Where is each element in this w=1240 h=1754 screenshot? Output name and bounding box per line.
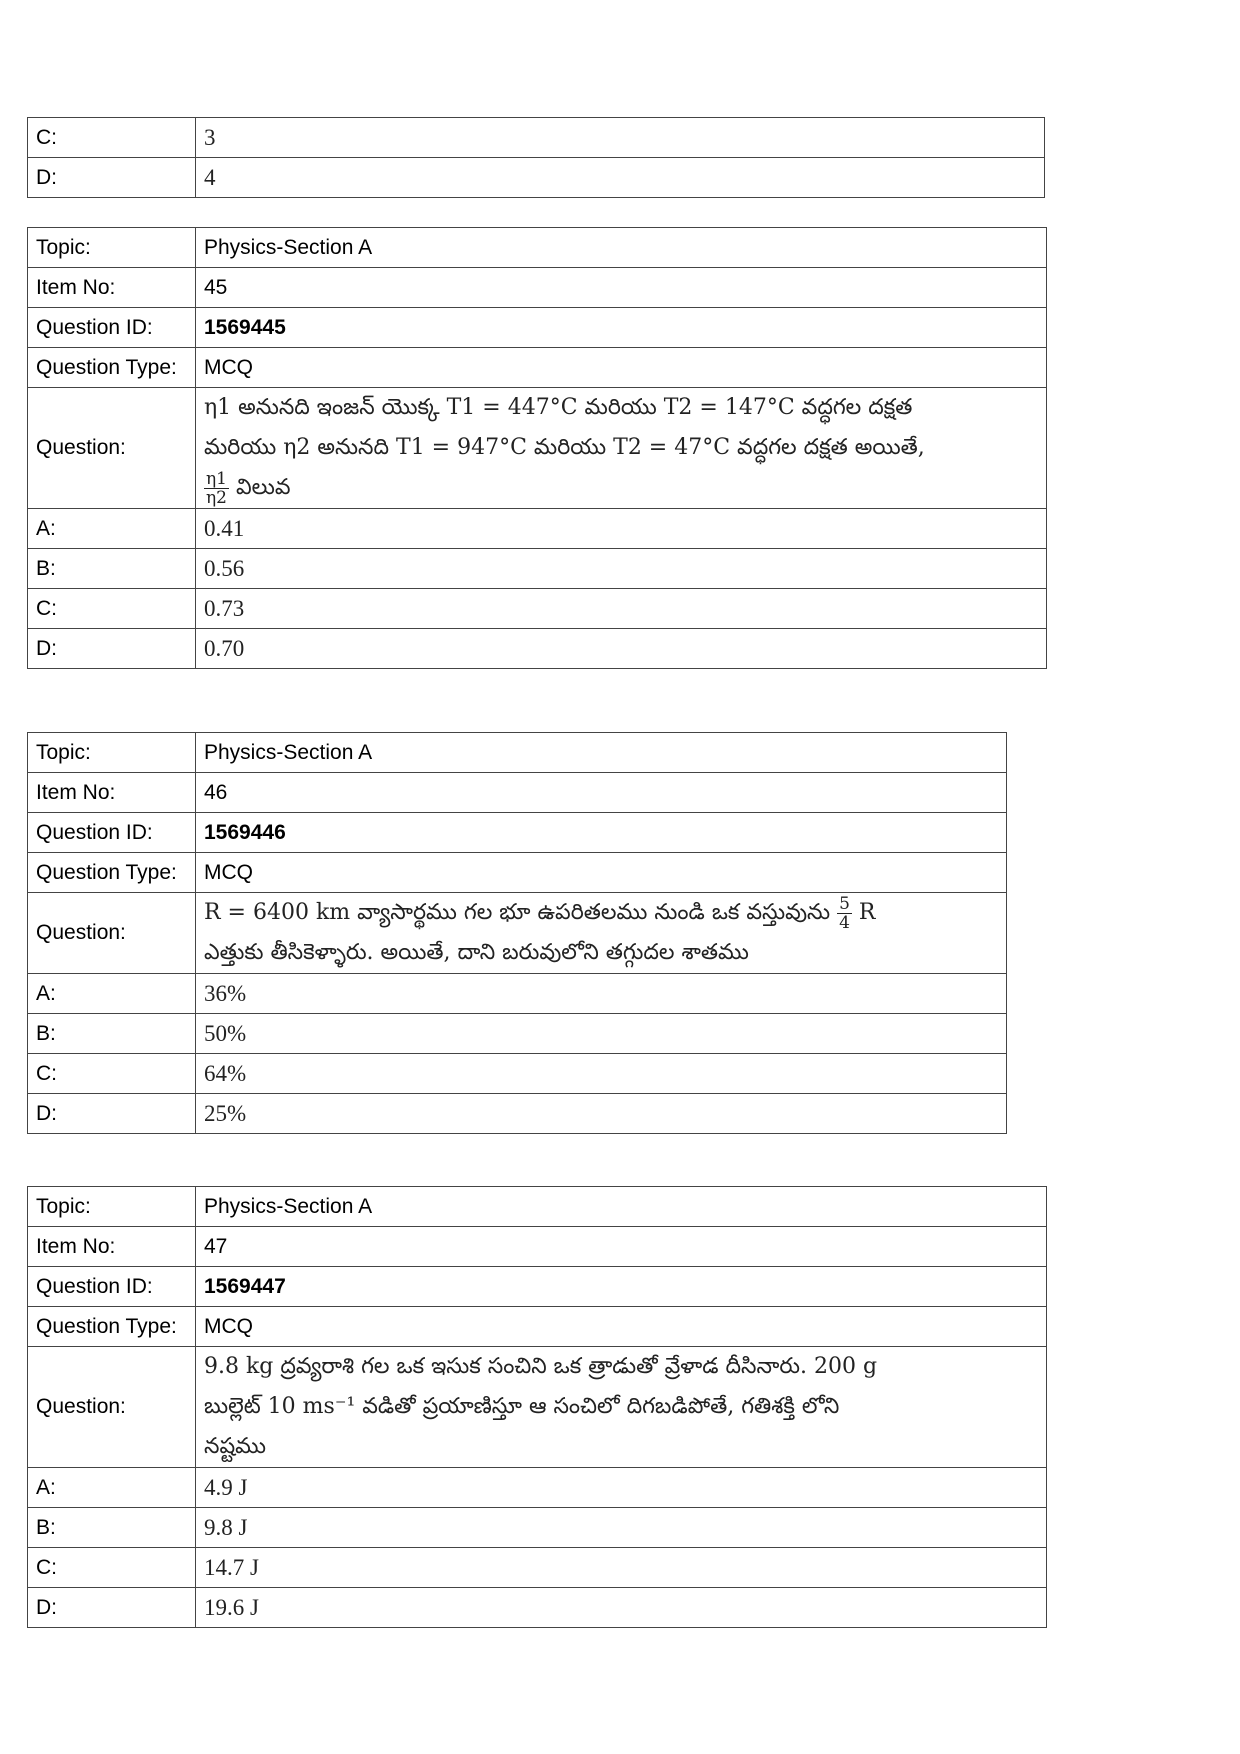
option-value: 3 bbox=[196, 118, 1045, 158]
question-label: Question: bbox=[28, 388, 196, 509]
table-row bbox=[28, 1548, 1047, 1588]
question-tail: విలువ bbox=[236, 475, 291, 500]
option-d-label: D: bbox=[28, 1094, 196, 1134]
topic-value: Physics-Section A bbox=[196, 228, 1047, 268]
fraction-numerator: η1 bbox=[206, 468, 228, 489]
question-id-value: 1569446 bbox=[196, 813, 1007, 853]
question-id-label: Question ID: bbox=[28, 308, 196, 348]
table-row bbox=[28, 1307, 1047, 1347]
option-a-label: A: bbox=[28, 974, 196, 1014]
table-row bbox=[28, 1014, 1007, 1054]
option-a-label: A: bbox=[28, 509, 196, 549]
question-type-value: MCQ bbox=[196, 853, 1007, 893]
table-row bbox=[28, 733, 1007, 773]
option-b-value: 50% bbox=[196, 1014, 1007, 1054]
question-line: η1 అనునది ఇంజన్ యొక్క T1 = 447°C మరియు T2 = 147°C వద్ధగల దక్షత bbox=[204, 395, 913, 420]
table-row bbox=[28, 228, 1047, 268]
option-c-label: C: bbox=[28, 1054, 196, 1094]
topic-value: Physics-Section A bbox=[196, 1187, 1047, 1227]
fraction-numerator: 5 bbox=[839, 893, 850, 914]
table-row bbox=[28, 589, 1047, 629]
option-b-label: B: bbox=[28, 549, 196, 589]
table-row bbox=[28, 509, 1047, 549]
fraction bbox=[837, 895, 852, 932]
option-c-label: C: bbox=[28, 589, 196, 629]
table-row bbox=[28, 773, 1007, 813]
question-type-label: Question Type: bbox=[28, 853, 196, 893]
option-a-value: 0.41 bbox=[196, 509, 1047, 549]
item-no-label: Item No: bbox=[28, 268, 196, 308]
table-row bbox=[28, 893, 1007, 974]
question-part: R = 6400 km వ్యాసార్థము గల భూ ఉపరితలము నుండి ఒక వస్తువును bbox=[204, 900, 831, 925]
table-row bbox=[28, 813, 1007, 853]
option-b-label: B: bbox=[28, 1508, 196, 1548]
table-row bbox=[28, 388, 1047, 509]
table-row bbox=[28, 268, 1047, 308]
table-row bbox=[28, 1094, 1007, 1134]
question-line bbox=[204, 468, 1038, 508]
question-id-label: Question ID: bbox=[28, 1267, 196, 1307]
table-row bbox=[28, 1347, 1047, 1468]
option-b-value: 0.56 bbox=[196, 549, 1047, 589]
question-label: Question: bbox=[28, 1347, 196, 1468]
fraction-denominator: η2 bbox=[206, 487, 228, 508]
table-row bbox=[28, 1227, 1047, 1267]
option-c-value: 64% bbox=[196, 1054, 1007, 1094]
question-type-value: MCQ bbox=[196, 1307, 1047, 1347]
table-row bbox=[28, 853, 1007, 893]
item-no-value: 46 bbox=[196, 773, 1007, 813]
question-line: మరియు η2 అనునది T1 = 947°C మరియు T2 = 47°C వద్ధగల దక్షత అయితే, bbox=[204, 435, 925, 460]
topic-label: Topic: bbox=[28, 228, 196, 268]
table-row bbox=[28, 1187, 1047, 1227]
option-c-label: C: bbox=[28, 1548, 196, 1588]
table-row bbox=[28, 1508, 1047, 1548]
topic-value: Physics-Section A bbox=[196, 733, 1007, 773]
item-no-label: Item No: bbox=[28, 1227, 196, 1267]
question-text bbox=[196, 893, 1007, 974]
table-row bbox=[28, 629, 1047, 669]
question-table-47 bbox=[27, 1186, 1047, 1628]
question-table-45 bbox=[27, 227, 1047, 669]
table-row bbox=[28, 118, 1045, 158]
option-d-value: 25% bbox=[196, 1094, 1007, 1134]
table-row bbox=[28, 974, 1007, 1014]
question-table-46 bbox=[27, 732, 1007, 1134]
partial-question-table bbox=[27, 117, 1045, 198]
table-row bbox=[28, 1054, 1007, 1094]
table-row bbox=[28, 158, 1045, 198]
question-line: నష్టము bbox=[204, 1434, 267, 1459]
question-text bbox=[196, 1347, 1047, 1468]
option-d-label: D: bbox=[28, 629, 196, 669]
topic-label: Topic: bbox=[28, 1187, 196, 1227]
table-row bbox=[28, 308, 1047, 348]
option-label: C: bbox=[28, 118, 196, 158]
topic-label: Topic: bbox=[28, 733, 196, 773]
item-no-label: Item No: bbox=[28, 773, 196, 813]
option-label: D: bbox=[28, 158, 196, 198]
item-no-value: 47 bbox=[196, 1227, 1047, 1267]
question-label: Question: bbox=[28, 893, 196, 974]
option-c-value: 0.73 bbox=[196, 589, 1047, 629]
question-line: ఎత్తుకు తీసికెళ్ళారు. అయితే, దాని బరువులోని తగ్గుదల శాతము bbox=[204, 940, 749, 965]
question-id-value: 1569445 bbox=[196, 308, 1047, 348]
question-type-label: Question Type: bbox=[28, 1307, 196, 1347]
fraction-denominator: 4 bbox=[839, 912, 850, 933]
table-row bbox=[28, 549, 1047, 589]
question-line: బుల్లెట్ 10 ms⁻¹ వడితో ప్రయాణిస్తూ ఆ సంచిలో దిగబడిపోతే, గతిశక్తి లోని bbox=[204, 1394, 840, 1419]
option-a-value: 36% bbox=[196, 974, 1007, 1014]
option-value: 4 bbox=[196, 158, 1045, 198]
option-a-label: A: bbox=[28, 1468, 196, 1508]
question-type-value: MCQ bbox=[196, 348, 1047, 388]
question-id-value: 1569447 bbox=[196, 1267, 1047, 1307]
item-no-value: 45 bbox=[196, 268, 1047, 308]
option-b-label: B: bbox=[28, 1014, 196, 1054]
option-b-value: 9.8 J bbox=[196, 1508, 1047, 1548]
question-type-label: Question Type: bbox=[28, 348, 196, 388]
question-line: 9.8 kg ద్రవ్యరాశి గల ఒక ఇసుక సంచిని ఒక త్రాడుతో వ్రేళాడ దీసినారు. 200 g bbox=[204, 1354, 878, 1379]
option-c-value: 14.7 J bbox=[196, 1548, 1047, 1588]
table-row bbox=[28, 1588, 1047, 1628]
fraction bbox=[204, 470, 229, 507]
table-row bbox=[28, 1267, 1047, 1307]
question-id-label: Question ID: bbox=[28, 813, 196, 853]
option-d-value: 0.70 bbox=[196, 629, 1047, 669]
option-d-label: D: bbox=[28, 1588, 196, 1628]
question-text bbox=[196, 388, 1047, 509]
table-row bbox=[28, 348, 1047, 388]
question-line bbox=[204, 893, 998, 933]
table-row bbox=[28, 1468, 1047, 1508]
option-a-value: 4.9 J bbox=[196, 1468, 1047, 1508]
option-d-value: 19.6 J bbox=[196, 1588, 1047, 1628]
question-part: R bbox=[858, 900, 876, 925]
